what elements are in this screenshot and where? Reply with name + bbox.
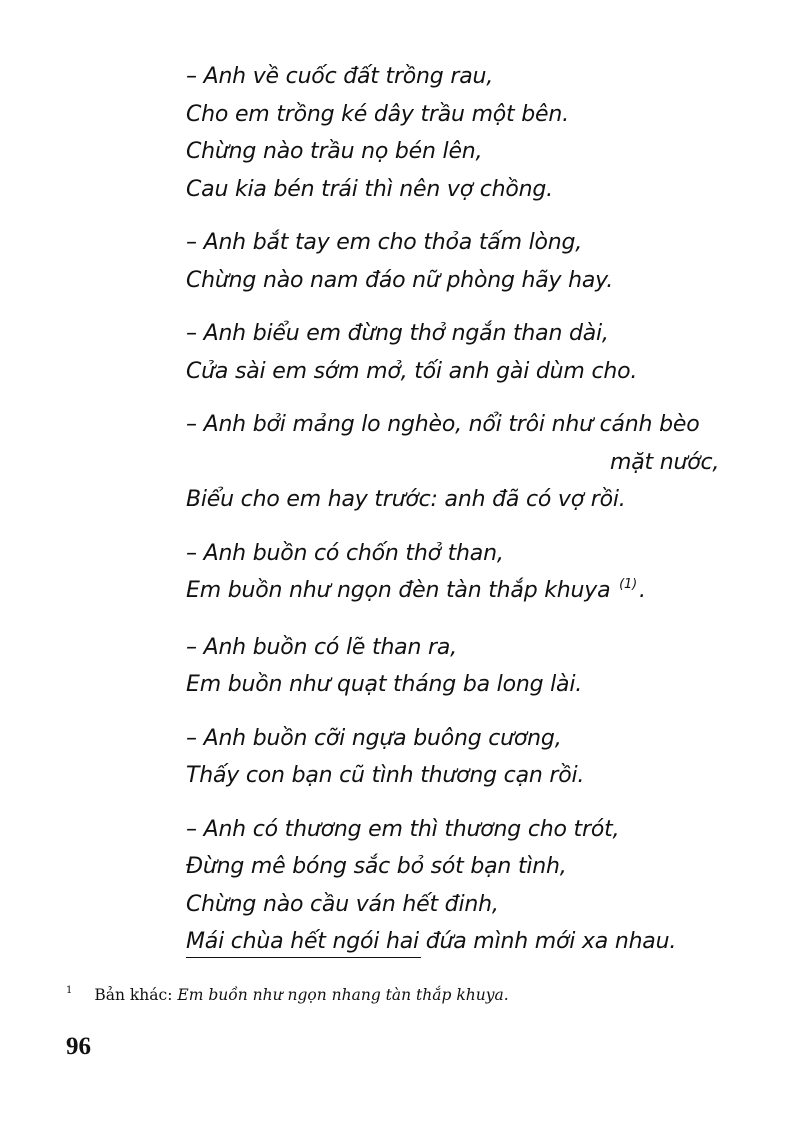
verse-line: Thấy con bạn cũ tình thương cạn rồi.: [186, 763, 585, 788]
stanza: [186, 811, 766, 961]
verse-line: Cửa sài em sớm mở, tối anh gài dùm cho.: [186, 358, 638, 384]
poem-body: [186, 58, 766, 977]
verse-line: Em buồn như quạt tháng ba long lài.: [186, 672, 583, 697]
stanza: [186, 535, 766, 613]
verse-line: – Anh bởi mảng lo nghèo, nổi trôi như cánh bèo: [186, 412, 700, 437]
verse-line: Cau kia bén trái thì nên vợ chồng.: [186, 176, 553, 202]
footnote-text: Em buồn như ngọn nhang tàn thắp khuya.: [177, 986, 509, 1004]
stanza: [186, 224, 766, 299]
stanza: [186, 720, 766, 795]
verse-line: Mái chùa hết ngói hai đứa mình mới xa nhau.: [186, 929, 677, 954]
stanza: [186, 629, 766, 704]
verse-line: Chừng nào nam đáo nữ phòng hãy hay.: [186, 267, 614, 293]
verse-line: – Anh buồn có chốn thở than,: [186, 540, 504, 566]
stanza: [186, 58, 766, 208]
stanza: [186, 315, 766, 390]
verse-line: – Anh buồn có lẽ than ra,: [186, 634, 457, 660]
verse-line: Biểu cho em hay trước: anh đã có vợ rồi.: [186, 487, 626, 512]
verse-line-continuation: mặt nước,: [610, 449, 720, 475]
footnote-reference[interactable]: (1): [619, 577, 637, 592]
verse-punctuation: .: [639, 578, 646, 603]
verse-line: Chừng nào trầu nọ bén lên,: [186, 139, 483, 164]
verse-line: – Anh có thương em thì thương cho trót,: [186, 816, 620, 842]
footnote: [66, 986, 509, 1004]
verse-text: Em buồn như ngọn đèn tàn thắp khuya: [186, 578, 611, 603]
verse-line: Chừng nào cầu ván hết đinh,: [186, 891, 499, 917]
verse-line: – Anh về cuốc đất trồng rau,: [186, 64, 494, 89]
verse-line: Đừng mê bóng sắc bỏ sót bạn tình,: [186, 854, 567, 879]
verse-line: – Anh bắt tay em cho thỏa tấm lòng,: [186, 230, 583, 255]
stanza: [186, 406, 766, 519]
page-number: 96: [66, 1033, 91, 1060]
verse-line: – Anh biểu em đừng thở ngắn than dài,: [186, 321, 609, 346]
footnote-label: Bản khác:: [94, 986, 173, 1004]
verse-line: Cho em trồng ké dây trầu một bên.: [186, 101, 569, 127]
footnote-divider: [186, 957, 421, 958]
verse-line: [186, 572, 766, 613]
verse-line: – Anh buồn cỡi ngựa buông cương,: [186, 725, 562, 751]
footnote-mark: 1: [66, 985, 73, 996]
